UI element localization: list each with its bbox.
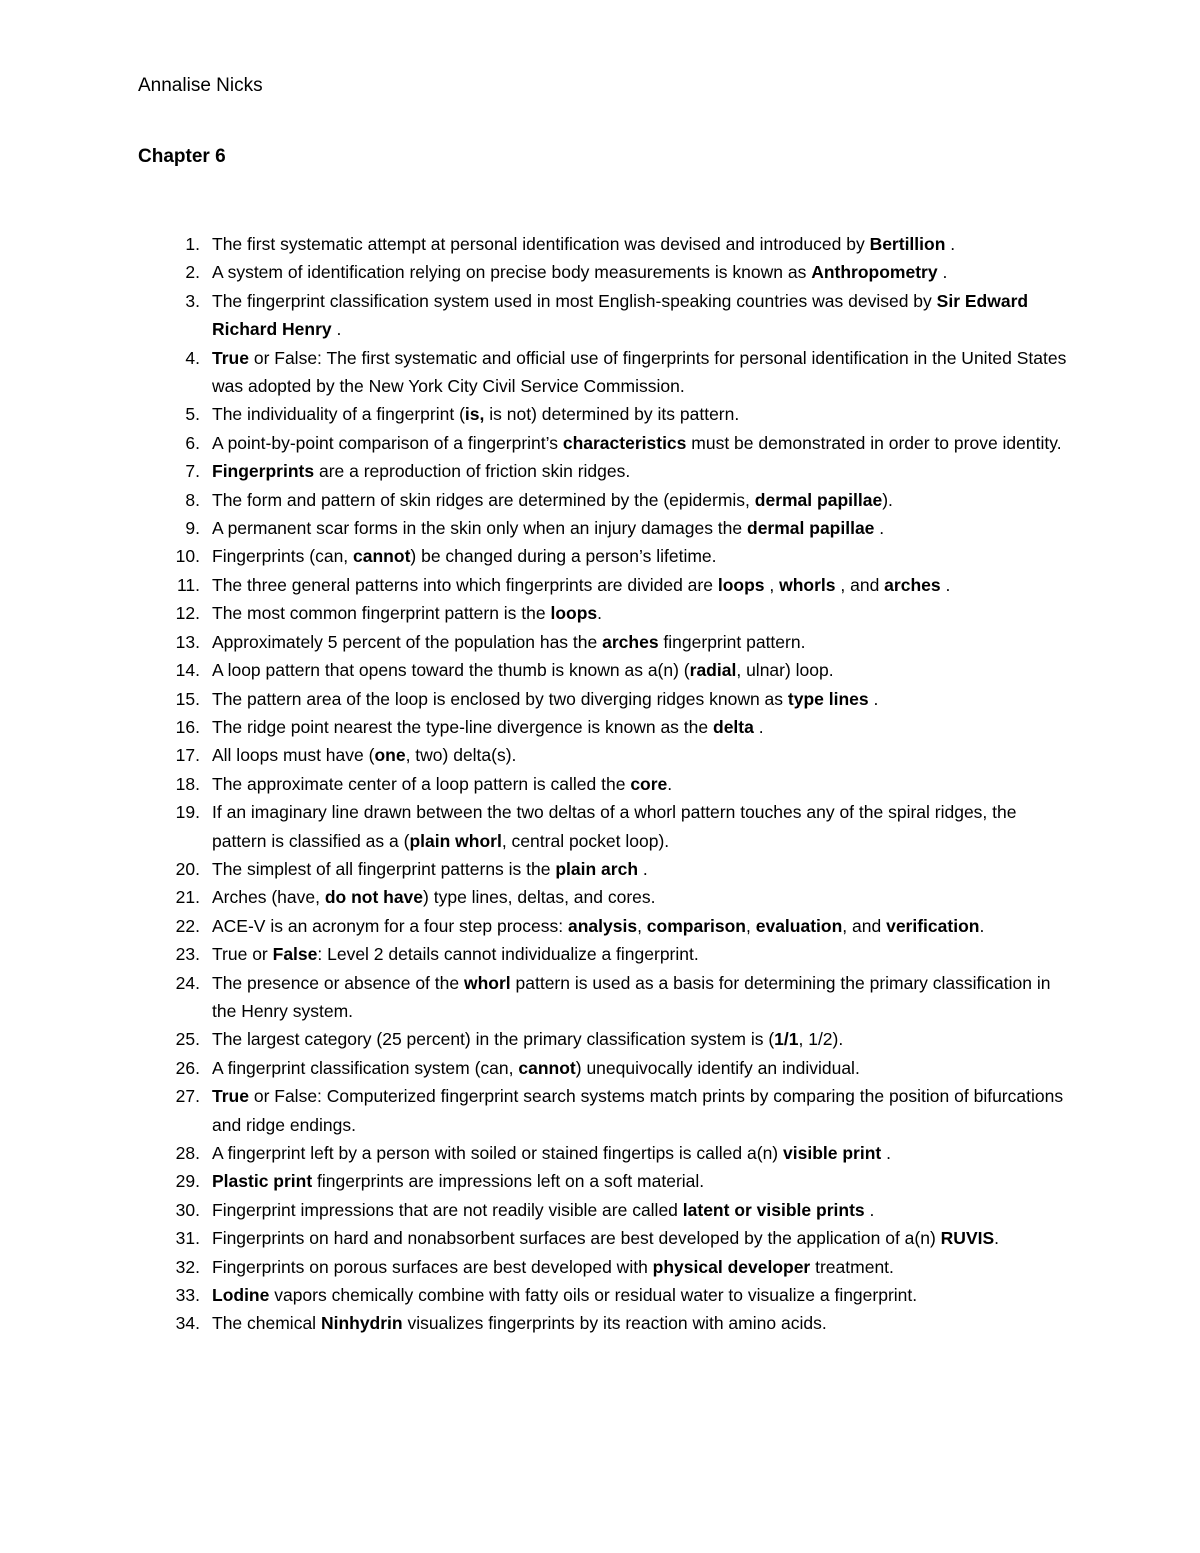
answer-text: True [212,347,249,368]
question-text [212,291,1028,339]
question-number: 15. [175,688,200,709]
question-segment: pattern is used as a basis for determining the primary classification in the Henry system. [212,972,1051,1021]
question-segment: True or [212,944,273,965]
question-number: 8. [185,489,200,510]
answer-text: analysis [567,915,638,936]
question-text [212,433,1062,453]
answer-text: Plastic print [212,1171,313,1192]
question-text [212,490,893,510]
question-number: 34. [175,1313,200,1334]
question-number: 26. [175,1057,200,1078]
question-number: 28. [175,1143,200,1163]
question-segment: The first systematic attempt at personal identification was devised and introduced by [212,234,870,254]
question-segment: The simplest of all fingerprint patterns is the [212,858,556,879]
question-number: 4. [185,347,200,368]
question-segment: , two) delta(s). [405,745,517,766]
question-number: 3. [185,290,200,311]
question-segment: The presence or absence of the [212,972,464,993]
answer-text: dermal papillae [747,518,875,539]
answer-text: cannot [353,546,411,567]
question-item [138,429,1068,457]
question-number: 13. [175,631,200,652]
question-item [138,542,1068,570]
question-segment: The approximate center of a loop pattern is called the [212,773,631,794]
question-text [212,1228,999,1248]
question-text [212,575,950,595]
question-number: 17. [175,745,200,766]
question-number: 7. [185,461,200,482]
answer-text: characteristics [562,432,687,453]
answer-text: plain arch [555,858,639,879]
answer-text: evaluation [755,915,843,936]
question-segment: . [874,518,885,539]
question-text [212,717,764,737]
question-segment: The fingerprint classification system used in most English-speaking countries was devised by [212,290,937,311]
question-segment: vapors chemically combine with fatty oils or residual water to visualize a fingerprint. [269,1285,918,1306]
question-item [138,770,1068,798]
question-number: 18. [175,773,200,794]
question-item [138,883,1068,911]
answer-text: delta [713,716,754,737]
question-item [138,969,1068,1026]
question-segment: The three general patterns into which fingerprints are divided are [212,574,718,595]
answer-text: True [212,1086,249,1107]
question-item [138,798,1068,855]
question-number: 16. [175,716,200,737]
question-segment: A fingerprint left by a person with soiled or stained fingertips is called a(n) [212,1143,783,1163]
question-text [212,1086,1063,1134]
question-text [212,1058,860,1078]
question-segment: . [667,773,673,794]
question-text [212,1171,704,1191]
question-segment: . [864,1199,875,1220]
answer-text: Anthropometry [811,262,938,283]
question-segment: . [940,574,951,595]
question-segment: or False: The first systematic and official use of fingerprints for personal identification in the United States was adopted by the New York City Civil Service Commission. [212,347,1067,397]
question-segment: The ridge point nearest the type-line divergence is known as the [212,716,713,737]
question-item [138,1082,1068,1139]
answer-text: RUVIS [940,1228,995,1249]
question-text [212,262,947,282]
question-number: 20. [175,858,200,879]
answer-text: verification [886,915,980,936]
answer-text: 1/1 [774,1029,799,1050]
question-segment: , [746,915,756,936]
question-text [212,916,984,936]
question-text [212,973,1050,1021]
question-text [212,234,955,254]
question-item [138,457,1068,485]
question-text [212,603,602,623]
question-text [212,546,717,566]
question-number: 22. [175,915,200,936]
question-number: 23. [175,944,200,965]
answer-text: latent or visible prints [682,1199,865,1220]
answer-text: physical developer [652,1256,811,1277]
question-segment: . [753,716,764,737]
question-segment: A fingerprint classification system (can, [212,1057,519,1078]
question-segment: , and [842,915,887,936]
answer-text: loops [550,603,598,624]
question-number: 32. [175,1256,200,1277]
question-text [212,348,1066,396]
question-segment: , [637,915,647,936]
answer-text: Fingerprints [212,461,315,482]
question-segment: Fingerprint impressions that are not readily visible are called [212,1199,683,1220]
question-segment: . [331,319,342,340]
question-item [138,656,1068,684]
question-segment: are a reproduction of friction skin ridges. [314,461,631,482]
author-name: Annalise Nicks [138,75,263,96]
question-item [138,1224,1068,1252]
question-number: 33. [175,1285,200,1306]
question-text [212,404,739,424]
question-item [138,344,1068,401]
question-item [138,855,1068,883]
question-list [138,230,1068,1338]
answer-text: Bertillion [869,234,946,254]
answer-text: loops [717,574,765,595]
question-item [138,599,1068,627]
answer-text: radial [689,660,737,681]
question-segment: . [881,1143,891,1163]
question-number: 2. [185,262,200,283]
question-number: 24. [175,972,200,993]
question-segment: visualizes fingerprints by its reaction with amino acids. [402,1313,827,1334]
question-item [138,741,1068,769]
question-text [212,632,805,652]
question-item [138,1281,1068,1309]
question-text [212,944,699,964]
question-segment: . [937,262,948,283]
question-number: 1. [185,234,200,254]
question-item [138,1196,1068,1224]
question-item [138,258,1068,286]
question-segment: A permanent scar forms in the skin only when an injury damages the [212,518,747,539]
question-item [138,940,1068,968]
question-item [138,514,1068,542]
answer-text: type lines [787,688,869,709]
question-number: 21. [175,887,200,908]
question-segment: The chemical [212,1313,321,1334]
answer-text: one [374,745,406,766]
question-text [212,802,1017,850]
answer-text: cannot [518,1057,576,1078]
question-number: 30. [175,1199,200,1220]
question-number: 10. [175,546,200,567]
question-text [212,660,834,680]
question-number: 31. [175,1228,200,1249]
question-segment: A system of identification relying on precise body measurements is known as [212,262,812,283]
question-segment: If an imaginary line drawn between the two deltas of a whorl pattern touches any of the spiral ridges, the pattern is classified as a ( [212,802,1017,851]
question-segment: Fingerprints on porous surfaces are best developed with [212,1256,653,1277]
question-item [138,1025,1068,1053]
question-segment: fingerprints are impressions left on a soft material. [312,1171,705,1192]
answer-text: whorl [463,972,511,993]
answer-text: whorls [779,574,836,595]
question-segment: Arches (have, [212,887,325,908]
question-segment: ) unequivocally identify an individual. [575,1057,860,1078]
question-segment: The most common fingerprint pattern is the [212,603,551,624]
question-number: 11. [176,574,200,595]
question-text [212,859,648,879]
answer-text: core [630,773,668,794]
question-item [138,1054,1068,1082]
question-text [212,745,516,765]
question-segment: . [994,1228,1000,1249]
chapter-heading: Chapter 6 [138,146,226,167]
question-number: 6. [185,432,200,453]
answer-text: arches [602,631,659,652]
question-text [212,1257,894,1277]
answer-text: Sir Edward Richard Henry [212,290,1029,340]
question-item [138,628,1068,656]
question-segment: : Level 2 details cannot individualize a fingerprint. [317,944,699,965]
question-segment: ) type lines, deltas, and cores. [423,887,656,908]
question-text [212,461,630,481]
question-segment: The individuality of a fingerprint ( [212,404,465,425]
question-segment: Approximately 5 percent of the population has the [212,631,603,652]
question-item [138,1139,1068,1167]
question-segment: , 1/2). [798,1029,844,1050]
answer-text: Ninhydrin [320,1313,403,1334]
question-item [138,400,1068,428]
question-number: 14. [175,660,200,681]
question-segment: or False: Computerized fingerprint search systems match prints by comparing the position of bifurcations and ridge endings. [212,1086,1064,1135]
question-segment: . [638,858,648,879]
question-segment: Fingerprints (can, [212,546,354,567]
question-item [138,230,1068,258]
question-segment: Fingerprints on hard and nonabsorbent surfaces are best developed by the application of a(n) [212,1228,941,1249]
question-item [138,1253,1068,1281]
question-item [138,287,1068,344]
question-number: 12. [175,603,200,624]
answer-text: Lodine [212,1285,270,1306]
answer-text: plain whorl [409,830,502,851]
question-segment: ) be changed during a person’s lifetime. [410,546,717,567]
question-item [138,713,1068,741]
question-item [138,571,1068,599]
question-text [212,1029,843,1049]
question-number: 19. [175,802,200,823]
question-number: 5. [185,404,200,425]
question-text [212,518,884,538]
question-text [212,887,656,907]
question-number: 29. [175,1171,200,1192]
question-segment: . [868,688,879,709]
question-text [212,1200,874,1220]
question-segment: , and [835,574,885,595]
question-segment: treatment. [810,1256,894,1277]
question-segment: , ulnar) loop. [736,660,834,681]
question-segment: A loop pattern that opens toward the thumb is known as a(n) ( [212,660,690,681]
answer-text: visible print [783,1143,882,1163]
question-segment: ACE-V is an acronym for a four step process: [212,915,568,936]
question-segment: fingerprint pattern. [658,631,806,652]
answer-text: is, [464,404,485,425]
question-segment: must be demonstrated in order to prove identity. [686,432,1062,453]
answer-text: False [272,944,318,965]
question-number: 9. [185,518,200,539]
question-segment: , central pocket loop). [501,830,670,851]
answer-text: do not have [324,887,424,908]
answer-text: arches [884,574,941,595]
question-number: 27. [175,1086,200,1107]
question-segment: The largest category (25 percent) in the primary classification system is ( [212,1029,775,1050]
question-item [138,912,1068,940]
answer-text: comparison [646,915,746,936]
question-text [212,1285,917,1305]
question-segment: . [979,915,985,936]
question-segment: . [597,603,603,624]
question-number: 25. [175,1029,200,1050]
question-segment: is not) determined by its pattern. [484,404,740,425]
question-segment: , [764,574,780,595]
question-segment: The form and pattern of skin ridges are determined by the (epidermis, [212,489,755,510]
question-item [138,1309,1068,1337]
question-segment: The pattern area of the loop is enclosed by two diverging ridges known as [212,688,788,709]
question-text [212,774,672,794]
question-item [138,1167,1068,1195]
question-text [212,1313,827,1333]
question-segment: ). [882,489,893,510]
question-text [212,1143,891,1163]
question-item [138,486,1068,514]
answer-text: dermal papillae [754,489,883,510]
question-segment: . [945,234,956,254]
question-segment: A point-by-point comparison of a fingerprint’s [212,432,563,453]
question-segment: All loops must have ( [212,745,375,766]
question-text [212,689,878,709]
question-item [138,685,1068,713]
